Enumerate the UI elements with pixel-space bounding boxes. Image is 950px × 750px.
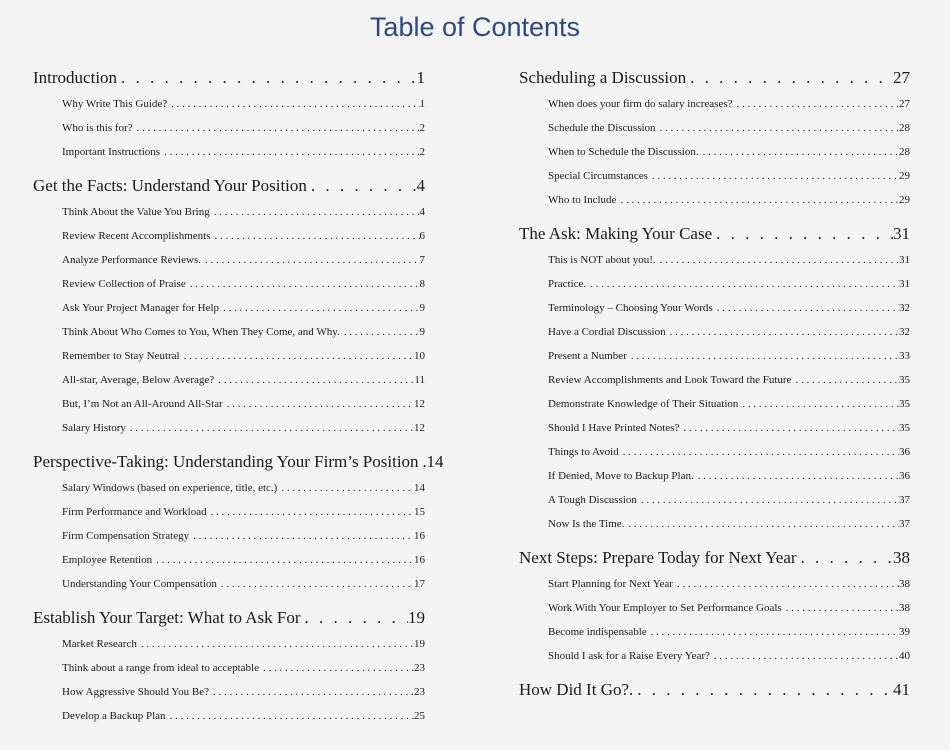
toc-entry-title: Employee Retention [62, 554, 153, 566]
page-number: 29 [899, 170, 910, 182]
page-number: 10 [414, 350, 425, 362]
dot-leader [738, 392, 899, 416]
dot-leader [167, 92, 419, 116]
toc-section-heading[interactable] [519, 676, 910, 704]
toc-subentry[interactable] [33, 248, 425, 272]
toc-entry-title: Important Instructions [62, 146, 161, 158]
toc-entry-title: A Tough Discussion [548, 494, 637, 506]
dot-leader [186, 272, 420, 296]
dot-leader [712, 220, 893, 248]
toc-subentry[interactable] [33, 224, 425, 248]
page-number: 31 [893, 224, 910, 243]
dot-leader [666, 320, 899, 344]
dot-leader [189, 524, 414, 548]
toc-section-heading[interactable] [33, 448, 444, 476]
page-number: 32 [899, 302, 910, 314]
toc-entry-title: Now Is the Time. [548, 518, 625, 530]
toc-section-heading[interactable] [33, 604, 425, 632]
toc-subentry[interactable] [519, 248, 910, 272]
toc-entry-title: Start Planning for Next Year [548, 578, 673, 590]
page-number: 4 [416, 176, 425, 195]
dot-leader [210, 224, 419, 248]
toc-entry-title: How Aggressive Should You Be? [62, 686, 209, 698]
dot-leader [624, 512, 899, 536]
toc-entry-title: Should I Have Printed Notes? [548, 422, 680, 434]
toc-subentry[interactable] [33, 548, 425, 572]
page-number: 16 [414, 554, 425, 566]
dot-leader [166, 704, 414, 728]
toc-subentry[interactable] [33, 632, 425, 656]
toc-entry-title: Special Circumstances [548, 170, 648, 182]
dot-leader [627, 344, 899, 368]
toc-subentry[interactable] [519, 320, 910, 344]
dot-leader [180, 344, 414, 368]
page-number: 35 [899, 374, 910, 386]
toc-entry-title: Perspective-Taking: Understanding Your Firm’s Position [33, 452, 419, 471]
page-number: 36 [899, 446, 910, 458]
page-number: 9 [419, 326, 425, 338]
toc-subentry[interactable] [33, 368, 425, 392]
page-number: 12 [414, 398, 425, 410]
toc-subentry[interactable] [519, 596, 910, 620]
dot-leader [619, 440, 899, 464]
dot-leader [209, 680, 414, 704]
toc-entry-title: The Ask: Making Your Case [519, 224, 713, 243]
page-number: 37 [899, 518, 910, 530]
toc-subentry[interactable] [519, 488, 910, 512]
dot-leader [637, 488, 899, 512]
toc-subentry[interactable] [33, 92, 425, 116]
toc-subentry[interactable] [33, 272, 425, 296]
page-number: 19 [414, 638, 425, 650]
page-number: 6 [419, 230, 425, 242]
toc-column-right [519, 64, 910, 704]
page-number: 35 [899, 422, 910, 434]
dot-leader [201, 248, 420, 272]
page-number: 37 [899, 494, 910, 506]
toc-entry-title: Who to Include [548, 194, 617, 206]
dot-leader [656, 116, 899, 140]
page-number: 36 [899, 470, 910, 482]
toc-entry-title: Who is this for? [62, 122, 133, 134]
dot-leader [207, 500, 414, 524]
dot-leader [616, 188, 899, 212]
toc-entry-title: How Did It Go?. [519, 680, 634, 699]
toc-section-heading[interactable] [519, 544, 910, 572]
toc-entry-title: Have a Cordial Discussion [548, 326, 666, 338]
page-number: 31 [899, 278, 910, 290]
toc-entry-title: This is NOT about you!. [548, 254, 656, 266]
toc-entry-title: Scheduling a Discussion [519, 68, 687, 87]
dot-leader [694, 464, 899, 488]
dot-leader [117, 64, 416, 92]
page-number: 28 [899, 146, 910, 158]
toc-subentry[interactable] [519, 344, 910, 368]
toc-entry-title: Establish Your Target: What to Ask For [33, 608, 301, 627]
dot-leader [214, 368, 414, 392]
page-title: Table of Contents [369, 12, 581, 42]
toc-section-heading[interactable] [33, 64, 425, 92]
toc-entry-title: Terminology – Choosing Your Words [548, 302, 713, 314]
page-number: 9 [419, 302, 425, 314]
toc-subentry[interactable] [519, 272, 910, 296]
toc-entry-title: Introduction [33, 68, 118, 87]
dot-leader [679, 416, 899, 440]
page-number: 35 [899, 398, 910, 410]
dot-leader [648, 164, 899, 188]
page-number: 8 [419, 278, 425, 290]
toc-subentry[interactable] [33, 416, 425, 440]
dot-leader [223, 392, 414, 416]
toc-entry-title: Review Collection of Praise [62, 278, 186, 290]
toc-section-heading[interactable] [519, 220, 910, 248]
toc-subentry[interactable] [33, 476, 425, 500]
page-number: 31 [899, 254, 910, 266]
dot-leader [277, 476, 414, 500]
toc-entry-title: Market Research [62, 638, 137, 650]
toc-column-left [33, 64, 444, 728]
dot-leader [126, 416, 414, 440]
toc-subentry[interactable] [519, 644, 910, 668]
page-number: 28 [899, 122, 910, 134]
toc-entry-title: Remember to Stay Neutral [62, 350, 180, 362]
toc-entry-title: Get the Facts: Understand Your Position [33, 176, 307, 195]
toc-entry-title: Practice. [548, 278, 587, 290]
dot-leader [137, 632, 414, 656]
page-number: 29 [899, 194, 910, 206]
dot-leader [219, 296, 419, 320]
page-number: 14 [426, 452, 444, 471]
dot-leader [133, 116, 420, 140]
page-number: 23 [414, 686, 425, 698]
dot-leader [673, 572, 899, 596]
toc-subentry[interactable] [519, 392, 910, 416]
toc-entry-title: Review Recent Accomplishments [62, 230, 211, 242]
toc-entry-title: Present a Number [548, 350, 627, 362]
toc-subentry[interactable] [33, 116, 425, 140]
toc-subentry[interactable] [519, 296, 910, 320]
toc-entry-title: Next Steps: Prepare Today for Next Year [519, 548, 797, 567]
page-number: 41 [893, 680, 910, 699]
toc-subentry[interactable] [519, 368, 910, 392]
toc-entry-title: Why Write This Guide? [62, 98, 168, 110]
page-number: 7 [419, 254, 425, 266]
toc-entry-title: Firm Compensation Strategy [62, 530, 190, 542]
dot-leader [301, 604, 408, 632]
page-number: 27 [899, 98, 910, 110]
toc-entry-title: Schedule the Discussion [548, 122, 656, 134]
toc-subentry[interactable] [519, 116, 910, 140]
page-number: 19 [408, 608, 425, 627]
toc-subentry[interactable] [33, 296, 425, 320]
toc-entry-title: Think about a range from ideal to acceptable [62, 662, 259, 674]
toc-subentry[interactable] [33, 392, 425, 416]
toc-subentry[interactable] [33, 704, 425, 728]
toc-entry-title: Work With Your Employer to Set Performance Goals [548, 602, 782, 614]
toc-subentry[interactable] [33, 344, 425, 368]
toc-subentry[interactable] [519, 620, 910, 644]
page-number: 40 [899, 650, 910, 662]
dot-leader [791, 368, 899, 392]
toc-entry-title: When does your firm do salary increases? [548, 98, 733, 110]
toc-subentry[interactable] [33, 320, 425, 344]
toc-entry-title: Understanding Your Compensation [62, 578, 217, 590]
page-number: 33 [899, 350, 910, 362]
toc-subentry[interactable] [519, 572, 910, 596]
toc-section-heading[interactable] [33, 172, 425, 200]
toc-subentry[interactable] [519, 140, 910, 164]
page-number: 27 [893, 68, 910, 87]
dot-leader [647, 620, 899, 644]
toc-entry-title: Things to Avoid [548, 446, 619, 458]
toc-subentry[interactable] [33, 500, 425, 524]
toc-entry-title: Analyze Performance Reviews. [62, 254, 201, 266]
toc-subentry[interactable] [519, 416, 910, 440]
toc-subentry[interactable] [33, 680, 425, 704]
toc-entry-title: Think About Who Comes to You, When They Come, and Why. [62, 326, 340, 338]
toc-subentry[interactable] [33, 200, 425, 224]
dot-leader [160, 140, 419, 164]
page-number: 38 [899, 602, 910, 614]
dot-leader [733, 92, 900, 116]
toc-entry-title: When to Schedule the Discussion. [548, 146, 699, 158]
toc-subentry[interactable] [519, 92, 910, 116]
dot-leader [686, 64, 893, 92]
page-number: 38 [893, 548, 910, 567]
page-number: 2 [419, 146, 425, 158]
page-number: 14 [414, 482, 425, 494]
dot-leader [782, 596, 899, 620]
page-number: 25 [414, 710, 425, 722]
dot-leader [633, 676, 893, 704]
page-number: 15 [414, 506, 425, 518]
toc-subentry[interactable] [519, 164, 910, 188]
dot-leader [710, 644, 899, 668]
dot-leader [419, 448, 427, 476]
toc-subentry[interactable] [519, 440, 910, 464]
toc-subentry[interactable] [519, 188, 910, 212]
toc-entry-title: Think About the Value You Bring [62, 206, 210, 218]
toc-entry-title: Review Accomplishments and Look Toward the Future [548, 374, 792, 386]
toc-subentry[interactable] [519, 464, 910, 488]
dot-leader [713, 296, 899, 320]
toc-entry-title: Should I ask for a Raise Every Year? [548, 650, 710, 662]
page-number: 1 [419, 98, 425, 110]
dot-leader [797, 544, 893, 572]
page-number: 23 [414, 662, 425, 674]
page-number: 4 [419, 206, 425, 218]
dot-leader [656, 248, 899, 272]
toc-subentry[interactable] [33, 572, 425, 596]
page-number: 1 [416, 68, 425, 87]
dot-leader [699, 140, 899, 164]
dot-leader [307, 172, 417, 200]
toc-entry-title: Demonstrate Knowledge of Their Situation [548, 398, 739, 410]
page-number: 12 [414, 422, 425, 434]
toc-subentry[interactable] [33, 656, 425, 680]
page-number: 11 [414, 374, 425, 386]
dot-leader [152, 548, 414, 572]
toc-entry-title: All-star, Average, Below Average? [62, 374, 215, 386]
toc-subentry[interactable] [519, 512, 910, 536]
page-number: 32 [899, 326, 910, 338]
toc-entry-title: Become indispensable [548, 626, 647, 638]
dot-leader [217, 572, 414, 596]
page-number: 2 [419, 122, 425, 134]
page-number: 38 [899, 578, 910, 590]
toc-entry-title: Firm Performance and Workload [62, 506, 207, 518]
toc-entry-title: Develop a Backup Plan [62, 710, 166, 722]
dot-leader [210, 200, 420, 224]
toc-section-heading[interactable] [519, 64, 910, 92]
toc-entry-title: If Denied, Move to Backup Plan. [548, 470, 694, 482]
toc-entry-title: Salary History [62, 422, 126, 434]
toc-subentry[interactable] [33, 140, 425, 164]
page-number: 17 [414, 578, 425, 590]
dot-leader [340, 320, 420, 344]
dot-leader [259, 656, 414, 680]
toc-subentry[interactable] [33, 524, 425, 548]
dot-leader [586, 272, 899, 296]
toc-entry-title: But, I’m Not an All-Around All-Star [62, 398, 223, 410]
toc-entry-title: Ask Your Project Manager for Help [62, 302, 220, 314]
page-number: 16 [414, 530, 425, 542]
page-number: 39 [899, 626, 910, 638]
toc-entry-title: Salary Windows (based on experience, title, etc.) [62, 482, 278, 494]
